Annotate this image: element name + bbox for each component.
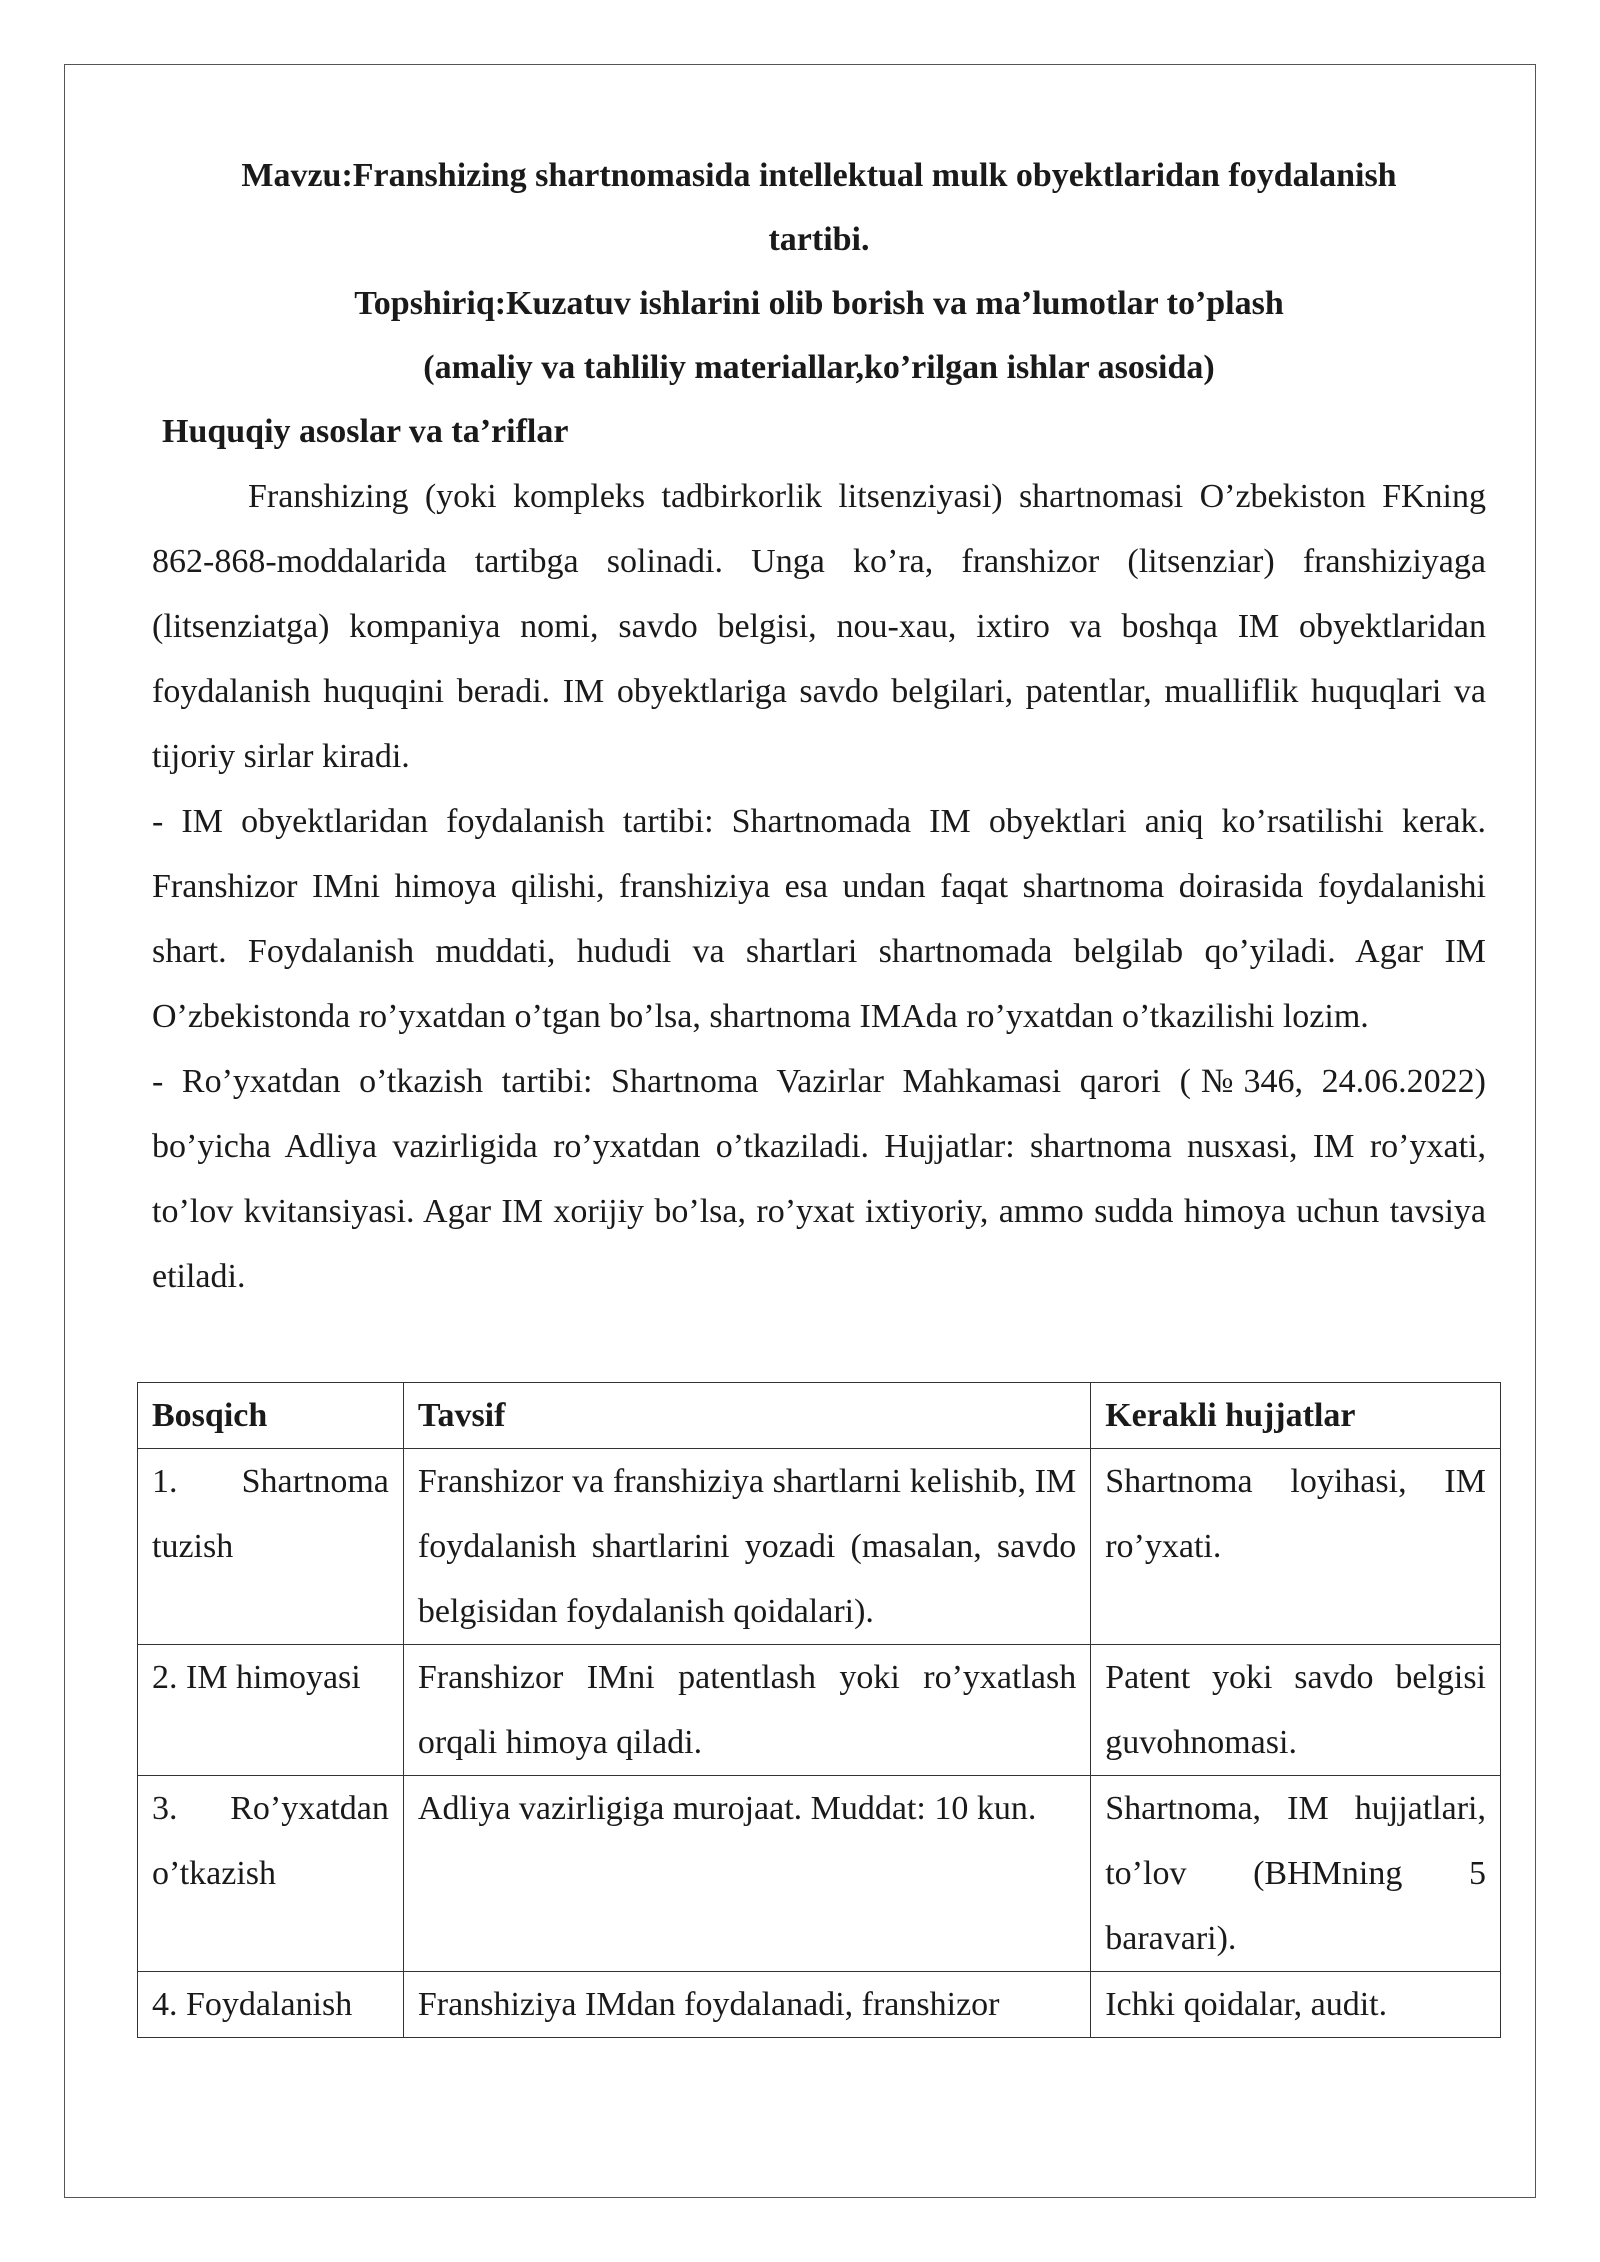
table-cell-documents: Shartnoma, IM hujjatlari, to’lov (BHMning 5 baravari). [1091,1776,1501,1972]
table-row [138,1972,1501,2038]
table-cell-documents: Shartnoma loyihasi, IM ro’yxati. [1091,1449,1501,1645]
paragraph: Franshizing (yoki kompleks tadbirkorlik litsenziyasi) shartnomasi O’zbekiston FKning 862-868-moddalarida tartibga solinadi. Unga ko’ra, franshizor (litsenziar) franshiziyaga (litsenziatga) kompaniya nomi, savdo belgisi, nou-xau, ixtiro va boshqa IM obyektlaridan foydalanish huquqini beradi. IM obyektlariga savdo belgilari, patentlar, mualliflik huquqlari va tijoriy sirlar kiradi. [152,478,1486,775]
column-header-description: Tavsif [403,1383,1090,1449]
table-cell-stage: 1. Shartnoma tuzish [138,1449,404,1645]
table-row [138,1645,1501,1776]
paragraph: - Ro’yxatdan o’tkazish tartibi: Shartnoma Vazirlar Mahkamasi qarori (№346, 24.06.2022) bo’yicha Adliya vazirligida ro’yxatdan o’tkaziladi. Hujjatlar: shartnoma nusxasi, IM ro’yxati, to’lov kvitansiyasi. Agar IM xorijiy bo’lsa, ro’yxat ixtiyoriy, ammo sudda himoya uchun tavsiya etiladi. [152,1063,1486,1295]
stages-table [137,1382,1501,2038]
table-cell-description: Franshizor IMni patentlash yoki ro’yxatlash orqali himoya qiladi. [403,1645,1090,1776]
table-row [138,1449,1501,1645]
table-row [138,1776,1501,1972]
table-cell-description: Adliya vazirligiga murojaat. Muddat: 10 kun. [403,1776,1090,1972]
table-cell-description: Franshiziya IMdan foydalanadi, franshizor [403,1972,1090,2038]
task-title-line-1: Topshiriq:Kuzatuv ishlarini olib borish va ma’lumotlar to’plash [354,285,1284,322]
task-title-line-2: (amaliy va tahliliy materiallar,ko’rilgan ishlar asosida) [423,349,1215,386]
table-cell-documents: Patent yoki savdo belgisi guvohnomasi. [1091,1645,1501,1776]
section-heading: Huquqiy asoslar va ta’riflar [162,413,569,450]
document-title-line-2: tartibi. [768,221,870,258]
table-header-row [138,1383,1501,1449]
table-cell-stage: 4. Foydalanish [138,1972,404,2038]
column-header-stage: Bosqich [138,1383,404,1449]
table-cell-stage: 2. IM himoyasi [138,1645,404,1776]
column-header-documents: Kerakli hujjatlar [1091,1383,1501,1449]
table-cell-documents: Ichki qoidalar, audit. [1091,1972,1501,2038]
document-body [152,144,1486,1309]
document-title-line-1: Mavzu:Franshizing shartnomasida intellektual mulk obyektlaridan foydalanish [241,157,1397,194]
table-cell-description: Franshizor va franshiziya shartlarni kelishib, IM foydalanish shartlarini yozadi (masalan, savdo belgisidan foydalanish qoidalari). [403,1449,1090,1645]
table-cell-stage: 3. Ro’yxatdan o’tkazish [138,1776,404,1972]
paragraph: - IM obyektlaridan foydalanish tartibi: Shartnomada IM obyektlari aniq ko’rsatilishi kerak. Franshizor IMni himoya qilishi, franshiziya esa undan faqat shartnoma doirasida foydalanishi shart. Foydalanish muddati, hududi va shartlari shartnomada belgilab qo’yiladi. Agar IM O’zbekistonda ro’yxatdan o’tgan bo’lsa, shartnoma IMAda ro’yxatdan o’tkazilishi lozim. [152,803,1486,1035]
